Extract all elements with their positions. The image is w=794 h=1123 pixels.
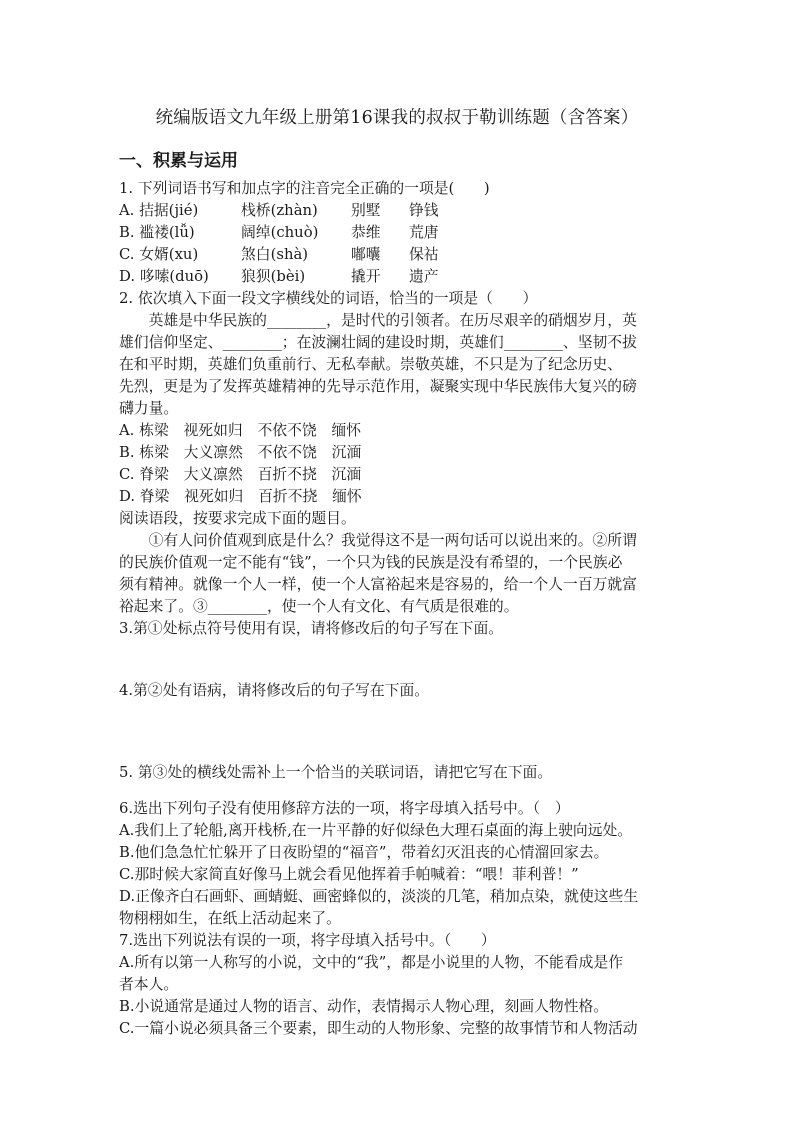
passage-line: 的民族价值观一定不能有“钱”，一个只为钱的民族是没有希望的，一个民族必 — [119, 554, 623, 571]
option-word: 阔绰(chuò) — [241, 224, 319, 241]
question-6-option: B.他们急急忙忙躲开了日夜盼望的“福音”，带着幻灭沮丧的心情溜回家去。 — [119, 844, 609, 861]
option-word: B. 褴褛(lǚ) — [119, 224, 195, 241]
question-2-option-a: A. 栋梁 视死如归 不依不饶 缅怀 — [119, 422, 362, 439]
passage-line: 在和平时期，英雄们负重前行、无私奉献。崇敬英雄，不只是为了纪念历史、 — [119, 356, 623, 373]
option-word: 别墅 — [351, 202, 381, 219]
passage-line: ①有人问价值观到底是什么？我觉得这不是一两句话可以说出来的。②所谓 — [119, 532, 637, 549]
question-2-option-d: D. 脊梁 视死如归 百折不挠 缅怀 — [119, 488, 362, 505]
question-2-option-c: C. 脊梁 大义凛然 百折不挠 沉湎 — [119, 466, 362, 483]
option-word: A. 拮据(jié) — [119, 202, 199, 219]
option-word: 煞白(shà) — [241, 246, 309, 263]
question-5: 5. 第③处的横线处需补上一个恰当的关联词语，请把它写在下面。 — [119, 764, 553, 781]
passage-line: 礴力量。 — [119, 400, 179, 417]
passage-line: 须有精神。就像一个人一样，使一个人富裕起来是容易的，给一个人一百万就富 — [119, 576, 637, 593]
question-2-stem: 2. 依次填入下面一段文字横线处的词语，恰当的一项是（ ） — [119, 290, 538, 307]
passage-line: 先烈，更是为了发挥英雄精神的先导示范作用，凝聚实现中华民族伟大复兴的磅 — [119, 378, 637, 395]
section-heading: 一、积累与运用 — [119, 151, 238, 171]
passage-line: 英雄是中华民族的________，是时代的引领者。在历尽艰辛的硝烟岁月，英 — [119, 312, 637, 329]
option-word: 嘟囔 — [351, 246, 381, 263]
question-6-option: D.正像齐白石画虾、画蜻蜓、画密蜂似的，淡淡的几笔，稍加点染，就使这些生 — [119, 888, 639, 905]
reading-intro: 阅读语段，按要求完成下面的题目。 — [119, 510, 356, 527]
question-1-option-b — [119, 222, 439, 244]
page-title: 统编版语文九年级上册第16课我的叔叔于勒训练题（含答案） — [155, 108, 639, 128]
passage-line: 裕起来了。③________，使一个人有文化、有气质是很难的。 — [119, 598, 519, 615]
option-word: 保祜 — [409, 246, 439, 263]
question-6-option: A.我们上了轮船,离开栈桥,在一片平静的好似绿色大理石桌面的海上驶向远处。 — [119, 822, 633, 839]
question-7-option: 者本人。 — [119, 976, 179, 993]
option-word: 遗产 — [409, 268, 439, 285]
question-3: 3.第①处标点符号使用有误，请将修改后的句子写在下面。 — [119, 620, 504, 637]
option-word: 栈桥(zhàn) — [241, 202, 318, 219]
question-1-stem: 1. 下列词语书写和加点字的注音完全正确的一项是( ) — [119, 180, 490, 197]
question-7-option: C.一篇小说必须具备三个要素，即生动的人物形象、完整的故事情节和人物活动 — [119, 1020, 638, 1037]
question-1-option-a — [119, 200, 439, 222]
question-6-stem: 6.选出下列句子没有使用修辞方法的一项，将字母填入括号中。（ ） — [119, 800, 570, 817]
question-7-option: B.小说通常是通过人物的语言、动作，表情揭示人物心理，刻画人物性格。 — [119, 998, 609, 1015]
option-word: 恭维 — [351, 224, 381, 241]
question-1-option-d — [119, 266, 439, 288]
option-word: D. 哆嗦(duō) — [119, 268, 209, 285]
option-word: 荒唐 — [409, 224, 439, 241]
passage-line: 雄们信仰坚定、________；在波澜壮阔的建设时期，英雄们________、坚韧不拔 — [119, 334, 637, 351]
question-4: 4.第②处有语病，请将修改后的句子写在下面。 — [119, 682, 430, 699]
option-word: 撬开 — [351, 268, 381, 285]
option-word: C. 女婿(xu) — [119, 246, 199, 263]
question-7-stem: 7.选出下列说法有误的一项，将字母填入括号中。（ ） — [119, 932, 496, 949]
option-word: 狼狈(bèi) — [241, 268, 306, 285]
question-2-option-b: B. 栋梁 大义凛然 不依不饶 沉湎 — [119, 444, 362, 461]
question-6-option: 物栩栩如生，在纸上活动起来了。 — [119, 910, 341, 927]
question-1-option-c — [119, 244, 439, 266]
question-7-option: A.所有以第一人称写的小说，文中的“我”，都是小说里的人物，不能看成是作 — [119, 954, 624, 971]
option-word: 铮钱 — [409, 202, 439, 219]
question-6-option: C.那时候大家简直好像马上就会看见他挥着手帕喊着：“喂！菲利普！” — [119, 866, 579, 883]
